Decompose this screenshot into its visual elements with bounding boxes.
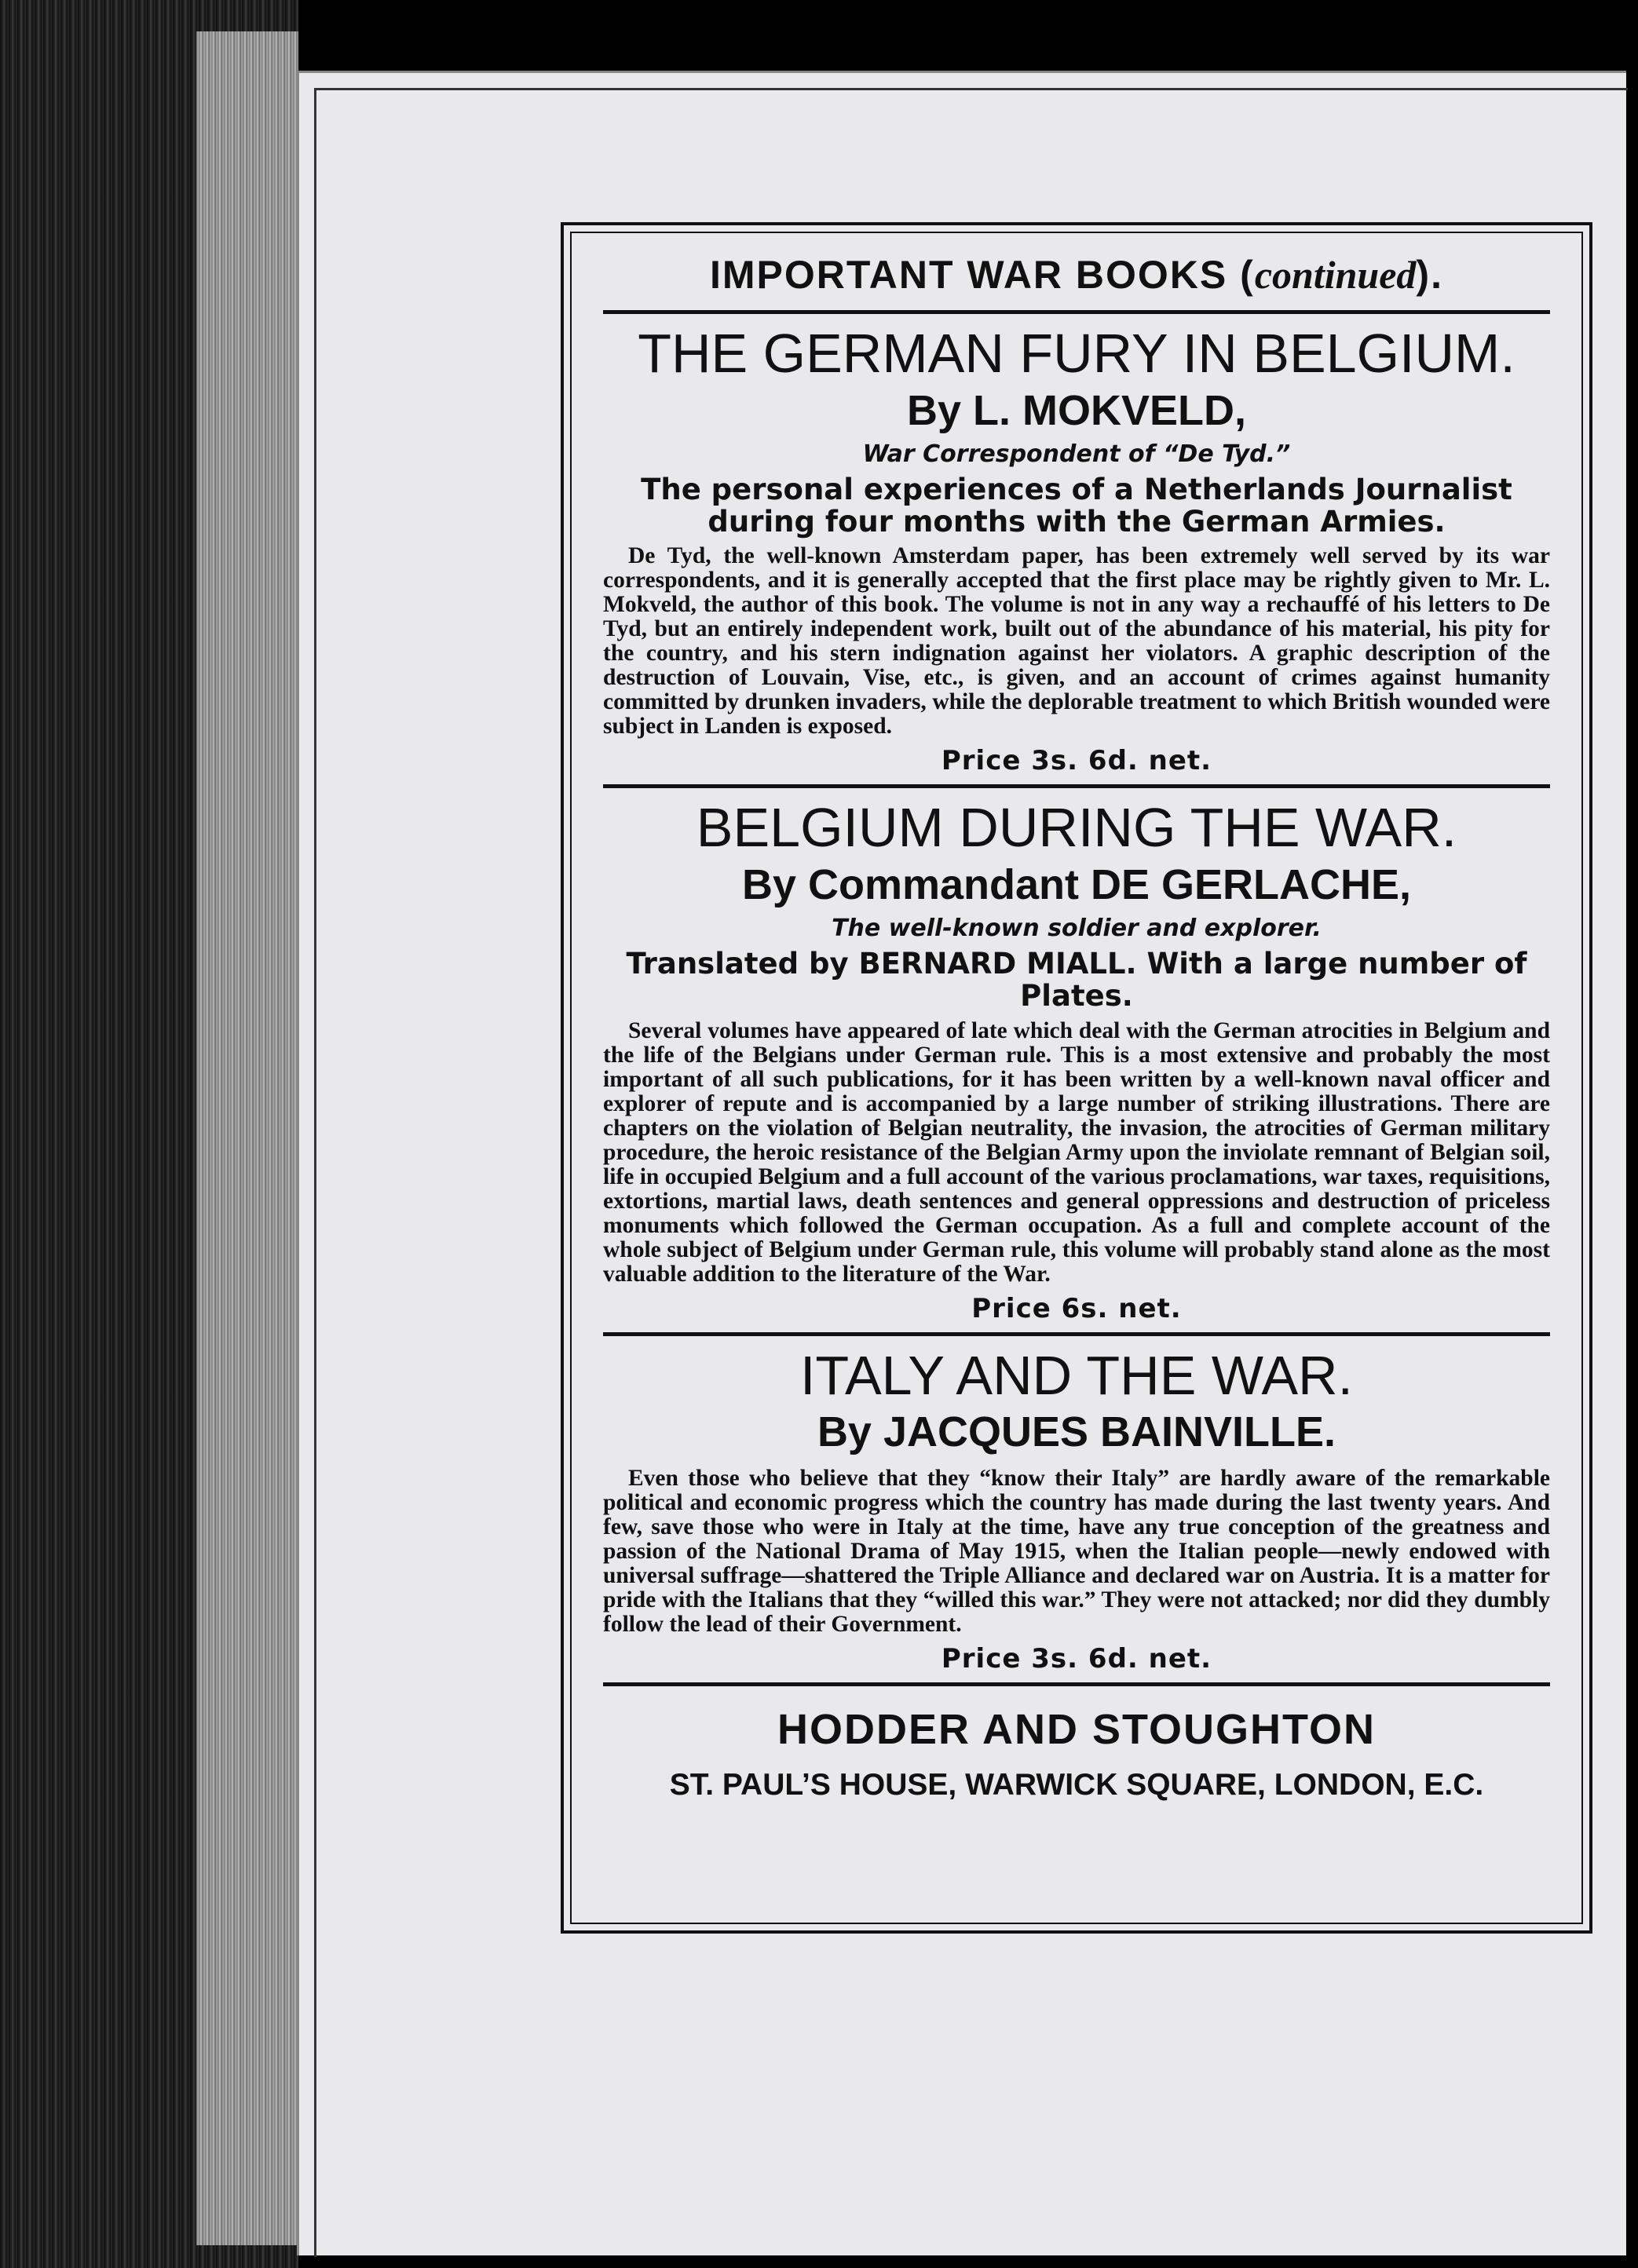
header-title: IMPORTANT WAR BOOKS ( bbox=[710, 253, 1255, 297]
book-description: Even those who believe that they “know their Italy” are hardly aware of the remarkable political and economic progress which the country has made during the last twenty years. And few, save those who were in Italy at the time, have any true conception of the greatness and passion of the National Drama of May 1915, when the Italian people—newly endowed with universal suffrage—shattered the Triple Alliance and declared war on Austria. It is a matter for pride with the Italians that they “willed this war.” They were not attacked; nor did they dumbly follow the lead of their Government. bbox=[603, 1466, 1550, 1638]
book-subtitle: The personal experiences of a Netherlands Journalist during four months with the German Armies. bbox=[641, 472, 1512, 539]
divider-rule bbox=[603, 1332, 1550, 1336]
book-author: By JACQUES BAINVILLE. bbox=[817, 1408, 1336, 1456]
advertisement-frame bbox=[561, 222, 1592, 1934]
book-title: ITALY AND THE WAR. bbox=[799, 1344, 1354, 1406]
book-subtitle: Translated by BERNARD MIALL. With a large number of Plates. bbox=[626, 947, 1527, 1013]
publisher-address: ST. PAUL’S HOUSE, WARWICK SQUARE, LONDON, E.C. bbox=[669, 1768, 1484, 1802]
book-title: THE GERMAN FURY IN BELGIUM. bbox=[638, 323, 1516, 384]
book-author: By Commandant DE GERLACHE, bbox=[741, 860, 1412, 908]
book-description: De Tyd, the well-known Amsterdam paper, has been extremely well served by its war correspondents, and it is generally accepted that the first place may be rightly given to Mr. L. Mokveld, the author of this book. The volume is not in any way a rechauffé of his letters to De Tyd, but an entirely independent work, built out of the abundance of his material, his pity for the country, and his stern indignation against her violators. A graphic description of the destruction of Louvain, Vise, etc., is given, and an account of crimes against humanity committed by drunken invaders, while the deplorable treatment to which British wounded were subject in Landen is exposed. bbox=[603, 543, 1550, 740]
book-entry-german-fury bbox=[603, 325, 1550, 776]
divider-rule bbox=[603, 784, 1550, 788]
advertisement-content bbox=[603, 225, 1550, 1930]
divider-rule bbox=[603, 1682, 1550, 1686]
author-role: War Correspondent of “De Tyd.” bbox=[862, 440, 1291, 468]
book-entry-italy-and-war bbox=[603, 1344, 1550, 1675]
header-end: ). bbox=[1416, 253, 1443, 297]
book-price: Price 3s. 6d. net. bbox=[941, 1643, 1212, 1675]
header-continued: continued bbox=[1254, 253, 1417, 297]
author-role: The well-known soldier and explorer. bbox=[832, 915, 1322, 943]
book-price: Price 3s. 6d. net. bbox=[941, 745, 1212, 777]
book-entry-belgium-during-war bbox=[603, 799, 1550, 1324]
book-page-edges-highlight bbox=[196, 31, 298, 2245]
publisher-name: HODDER AND STOUGHTON bbox=[777, 1706, 1377, 1754]
book-description: Several volumes have appeared of late which deal with the German atrocities in Belgium and the life of the Belgians under German rule. This is a most extensive and probably the most important of all such publications, for it has been written by a well-known naval officer and explorer of repute and is accompanied by a large number of striking illustrations. There are chapters on the violation of Belgian neutrality, the invasion, the atrocities of German military procedure, the heroic resistance of the Belgian Army upon the inviolate remnant of Belgian soil, life in occupied Belgium and a full account of the various proclamations, war taxes, requisitions, extortions, martial laws, death sentences and general oppressions and destruction of priceless monuments which followed the German occupation. As a full and complete account of the whole subject of Belgium under German rule, this volume will probably stand alone as the most valuable addition to the literature of the War. bbox=[603, 1017, 1550, 1287]
page-header bbox=[603, 225, 1550, 310]
book-price: Price 6s. net. bbox=[971, 1292, 1182, 1324]
divider-rule bbox=[603, 310, 1550, 314]
book-author: By L. MOKVELD, bbox=[906, 386, 1247, 434]
book-title: BELGIUM DURING THE WAR. bbox=[696, 797, 1457, 859]
